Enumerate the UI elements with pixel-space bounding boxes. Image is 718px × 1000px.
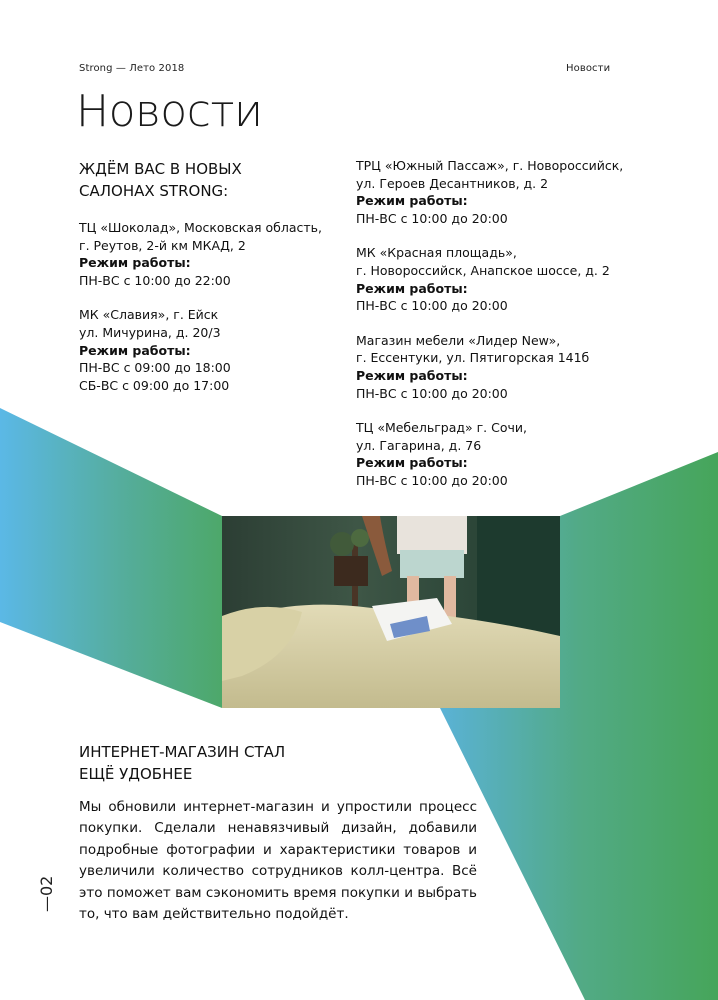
hours-label: Режим работы: bbox=[356, 367, 468, 383]
store-name: МК «Славия», г. Ейск bbox=[79, 307, 219, 323]
store-name: Магазин мебели «Лидер New», bbox=[356, 332, 561, 348]
store-name: ТЦ «Шоколад», Московская область, bbox=[79, 220, 323, 235]
stores-heading bbox=[79, 158, 242, 202]
store-name: ТЦ «Мебельград» г. Сочи, bbox=[356, 420, 527, 436]
store-address: г. Реутов, 2-й км МКАД, 2 bbox=[79, 237, 246, 253]
page-number: —02 bbox=[37, 875, 56, 912]
hours-label: Режим работы: bbox=[79, 342, 191, 358]
stores-heading-line1: ЖДЁМ ВАС В НОВЫХ bbox=[79, 160, 242, 178]
store-item bbox=[356, 332, 623, 402]
store-address: г. Ессентуки, ул. Пятигорская 141б bbox=[356, 350, 590, 366]
store-hours: СБ-ВС с 09:00 до 17:00 bbox=[79, 377, 230, 393]
webstore-heading bbox=[79, 741, 285, 785]
stores-list-left bbox=[79, 219, 322, 411]
bedroom-photo-illustration bbox=[222, 516, 560, 708]
store-item bbox=[356, 244, 623, 314]
running-header-left: Strong — Лето 2018 bbox=[79, 63, 185, 74]
left-gradient-shape bbox=[0, 408, 222, 708]
store-name: МК «Красная площадь», bbox=[356, 245, 517, 261]
store-hours: ПН-ВС с 09:00 до 18:00 bbox=[79, 360, 231, 376]
webstore-heading-line2: ЕЩЁ УДОБНЕЕ bbox=[79, 765, 193, 783]
hours-label: Режим работы: bbox=[356, 455, 468, 471]
store-item bbox=[356, 419, 623, 489]
store-hours: ПН-ВС с 10:00 до 22:00 bbox=[79, 272, 231, 288]
running-header-right: Новости bbox=[566, 63, 611, 74]
store-hours: ПН-ВС с 10:00 до 20:00 bbox=[356, 385, 508, 401]
store-item bbox=[79, 306, 322, 394]
store-address: ул. Мичурина, д. 20/3 bbox=[79, 324, 221, 340]
hours-label: Режим работы: bbox=[356, 193, 468, 209]
page-title: Новости bbox=[76, 86, 263, 137]
store-address: ул. Героев Десантников, д. 2 bbox=[356, 175, 549, 191]
store-item bbox=[79, 219, 322, 289]
webstore-heading-line1: ИНТЕРНЕТ-МАГАЗИН СТАЛ bbox=[79, 743, 286, 761]
store-address: ул. Гагарина, д. 76 bbox=[356, 437, 482, 453]
hours-label: Режим работы: bbox=[356, 280, 468, 296]
store-hours: ПН-ВС с 10:00 до 20:00 bbox=[356, 210, 508, 226]
bedroom-photo bbox=[222, 516, 560, 708]
stores-heading-line2: САЛОНАХ STRONG: bbox=[79, 182, 229, 200]
stores-list-right bbox=[356, 157, 623, 507]
store-name: ТРЦ «Южный Пассаж», г. Новороссийск, bbox=[356, 158, 624, 173]
store-hours: ПН-ВС с 10:00 до 20:00 bbox=[356, 298, 508, 314]
store-item bbox=[356, 157, 623, 227]
webstore-body: Мы обновили интернет-магазин и упростили процесс покупки. Сделали ненавязчивый дизайн, добавили подробные фотографии и характеристики товаров и увеличили количество сотрудников колл-центра. Всё это поможет вам сэкономить время покупки и выбрать то, что вам действительно подойдёт. bbox=[79, 799, 477, 923]
hours-label: Режим работы: bbox=[79, 255, 191, 271]
store-address: г. Новороссийск, Анапское шоссе, д. 2 bbox=[356, 262, 610, 278]
store-hours: ПН-ВС с 10:00 до 20:00 bbox=[356, 472, 508, 488]
